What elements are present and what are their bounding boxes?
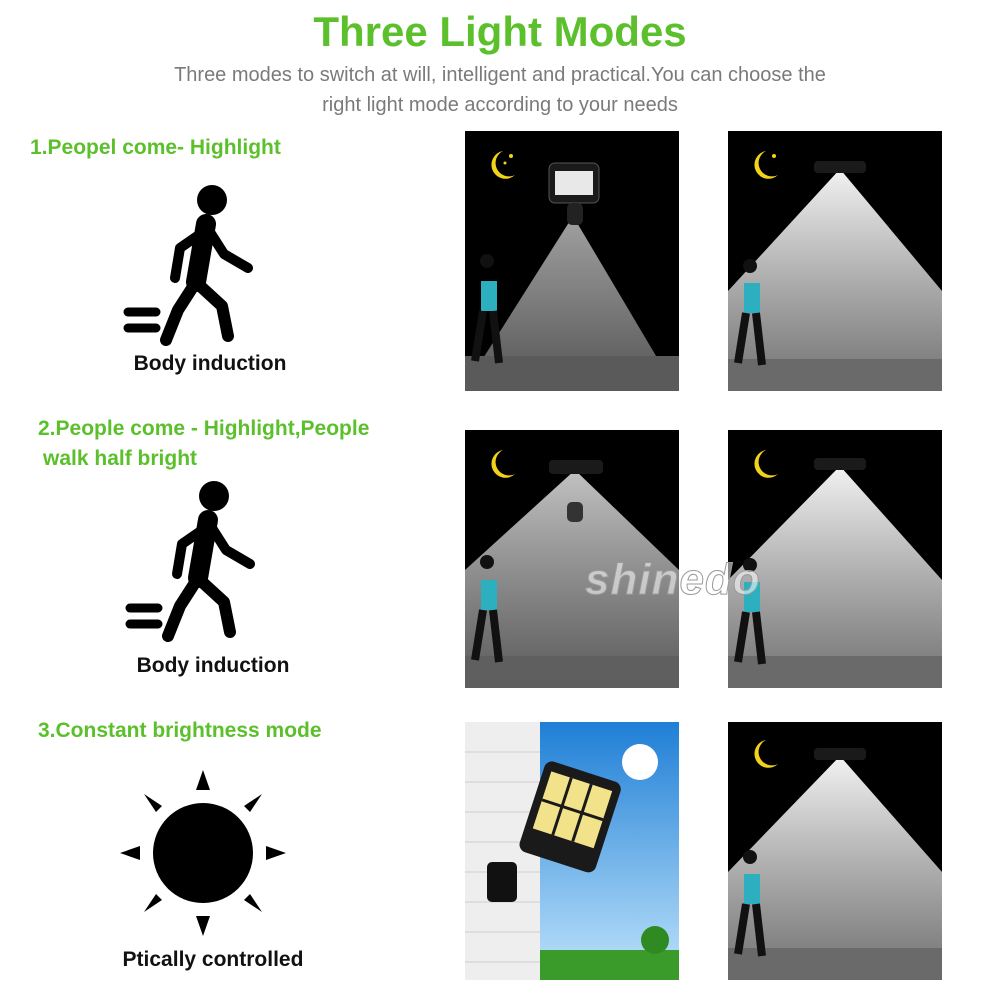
solar-light-fixture bbox=[814, 748, 866, 760]
mode-1-heading: 1.Peopel come- Highlight bbox=[30, 136, 281, 159]
mode-2-heading-line-1: 2.People come - Highlight,People bbox=[38, 417, 370, 440]
mode-2-heading bbox=[38, 414, 369, 474]
watermark: shinedo bbox=[585, 555, 761, 604]
page-title: Three Light Modes bbox=[313, 8, 687, 55]
mode-3-caption: Ptically controlled bbox=[122, 948, 304, 971]
scene-mode-3-night-image bbox=[728, 722, 942, 980]
sun-icon bbox=[118, 768, 288, 938]
page-subtitle bbox=[120, 60, 880, 120]
solar-light-fixture bbox=[814, 161, 866, 173]
subtitle-line-2: right light mode according to your needs bbox=[322, 94, 678, 116]
sun-glow bbox=[622, 744, 658, 780]
walking-person-icon bbox=[120, 478, 270, 643]
scene-mode-3-daylight-image bbox=[465, 722, 679, 980]
mode-1-caption: Body induction bbox=[133, 352, 287, 375]
mode-2-caption: Body induction bbox=[136, 654, 290, 677]
subtitle-line-1: Three modes to switch at will, intelligent and practical.You can choose the bbox=[174, 64, 826, 86]
scene-mode-1-dim-image bbox=[465, 131, 679, 391]
walking-person-icon bbox=[118, 182, 268, 347]
solar-light-fixture bbox=[549, 460, 603, 474]
scene-mode-1-bright-image bbox=[728, 131, 942, 391]
mode-2-heading-line-2: walk half bright bbox=[43, 447, 198, 470]
mode-3-heading: 3.Constant brightness mode bbox=[38, 719, 322, 742]
solar-light-fixture bbox=[814, 458, 866, 470]
